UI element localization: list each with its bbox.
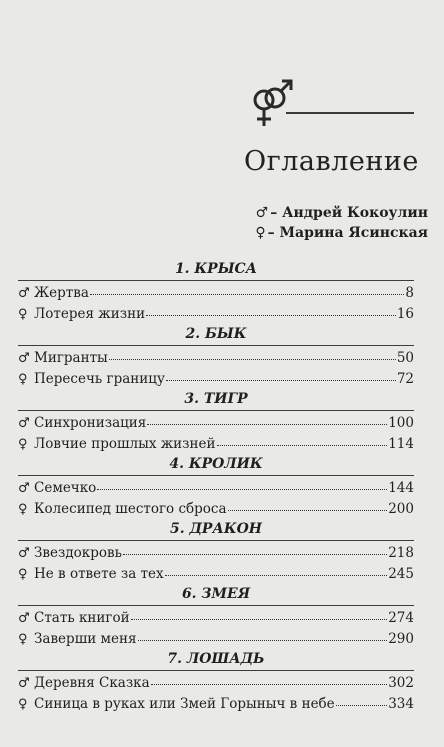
female-symbol: ♀ (18, 437, 28, 452)
dot-leader (138, 628, 388, 641)
entry-title: Синхронизация (34, 415, 147, 431)
entry-title: Семечко (34, 480, 97, 496)
toc-section (18, 648, 414, 715)
section-rule (18, 345, 414, 346)
female-symbol: ♀ (18, 307, 28, 322)
dot-leader (147, 412, 387, 425)
entry-page-number: 144 (388, 480, 414, 496)
toc-entry[interactable] (18, 673, 414, 694)
toc-entry[interactable] (18, 369, 414, 390)
dot-leader (146, 303, 396, 316)
toc-entry[interactable] (18, 304, 414, 325)
legend-male-text: – Андрей Кокоулин (270, 205, 428, 221)
section-rule (18, 410, 414, 411)
section-heading: 7. ЛОШАДЬ (167, 651, 265, 667)
entry-page-number: 100 (388, 415, 414, 431)
entry-page-number: 334 (388, 696, 414, 712)
male-symbol: ♂ (18, 286, 30, 301)
entry-title: Не в ответе за тех (34, 566, 164, 582)
male-symbol: ♂ (18, 351, 30, 366)
entry-title: Деревня Сказка (34, 675, 150, 691)
entry-title: Жертва (34, 285, 89, 301)
entry-page-number: 16 (396, 306, 414, 322)
female-symbol: ♀ (18, 697, 28, 712)
legend-female-text: – Марина Ясинская (267, 225, 428, 241)
toc-section (18, 583, 414, 650)
entry-page-number: 8 (405, 285, 414, 301)
toc-section (18, 323, 414, 390)
female-symbol: ♀ (18, 632, 28, 647)
female-symbol: ♀ (18, 372, 28, 387)
male-symbol: ♂ (255, 205, 269, 221)
male-symbol: ♂ (18, 546, 30, 561)
dot-leader (131, 607, 388, 620)
dot-leader (123, 542, 387, 555)
dot-leader (109, 347, 396, 360)
female-symbol: ♀ (18, 502, 28, 517)
entry-page-number: 302 (388, 675, 414, 691)
male-symbol: ♂ (18, 416, 30, 431)
toc-entry[interactable] (18, 413, 414, 434)
section-heading: 5. ДРАКОН (169, 521, 263, 537)
gender-symbols-icon (250, 78, 294, 130)
entry-page-number: 50 (396, 350, 414, 366)
toc-entry[interactable] (18, 348, 414, 369)
toc-section (18, 518, 414, 585)
toc-entry[interactable] (18, 694, 414, 715)
page-title: Оглавление (244, 146, 419, 177)
dot-leader (151, 672, 388, 685)
entry-title: Синица в руках или Змей Горыныч в небе (34, 696, 335, 712)
section-heading: 4. КРОЛИК (169, 456, 263, 472)
entry-title: Ловчие прошлых жизней (34, 436, 216, 452)
section-heading: 2. БЫК (185, 326, 247, 342)
section-heading: 1. КРЫСА (174, 261, 258, 277)
entry-title: Пересечь границу (34, 371, 165, 387)
toc-entry[interactable] (18, 283, 414, 304)
toc-section (18, 258, 414, 325)
section-rule (18, 605, 414, 606)
male-symbol: ♂ (18, 676, 30, 691)
dot-leader (217, 433, 388, 446)
entry-page-number: 200 (388, 501, 414, 517)
entry-title: Стать книгой (34, 610, 130, 626)
section-heading: 3. ТИГР (184, 391, 248, 407)
legend-female (238, 225, 428, 241)
entry-page-number: 72 (396, 371, 414, 387)
toc-entry[interactable] (18, 434, 414, 455)
toc-entry[interactable] (18, 543, 414, 564)
toc-entry[interactable] (18, 608, 414, 629)
female-symbol: ♀ (18, 567, 28, 582)
entry-title: Мигранты (34, 350, 108, 366)
entry-page-number: 218 (388, 545, 414, 561)
male-symbol: ♂ (18, 481, 30, 496)
entry-page-number: 274 (388, 610, 414, 626)
entry-page-number: 245 (388, 566, 414, 582)
section-heading: 6. ЗМЕЯ (181, 586, 251, 602)
legend-male (238, 205, 428, 221)
entry-title: Заверши меня (34, 631, 137, 647)
toc-section (18, 453, 414, 520)
dot-leader (166, 368, 396, 381)
entry-title: Звездокровь (34, 545, 122, 561)
dot-leader (90, 282, 404, 295)
toc-entry[interactable] (18, 499, 414, 520)
entry-page-number: 114 (388, 436, 414, 452)
toc-section (18, 388, 414, 455)
dot-leader (165, 563, 388, 576)
dot-leader (97, 477, 387, 490)
section-rule (18, 540, 414, 541)
section-rule (18, 280, 414, 281)
section-rule (18, 670, 414, 671)
header-rule (286, 112, 414, 114)
entry-page-number: 290 (388, 631, 414, 647)
female-symbol: ♀ (255, 225, 266, 241)
entry-title: Колесипед шестого сброса (34, 501, 227, 517)
dot-leader (336, 693, 388, 706)
toc-entry[interactable] (18, 564, 414, 585)
male-symbol: ♂ (18, 611, 30, 626)
section-rule (18, 475, 414, 476)
entry-title: Лотерея жизни (34, 306, 146, 322)
toc-entry[interactable] (18, 478, 414, 499)
toc-entry[interactable] (18, 629, 414, 650)
dot-leader (228, 498, 388, 511)
